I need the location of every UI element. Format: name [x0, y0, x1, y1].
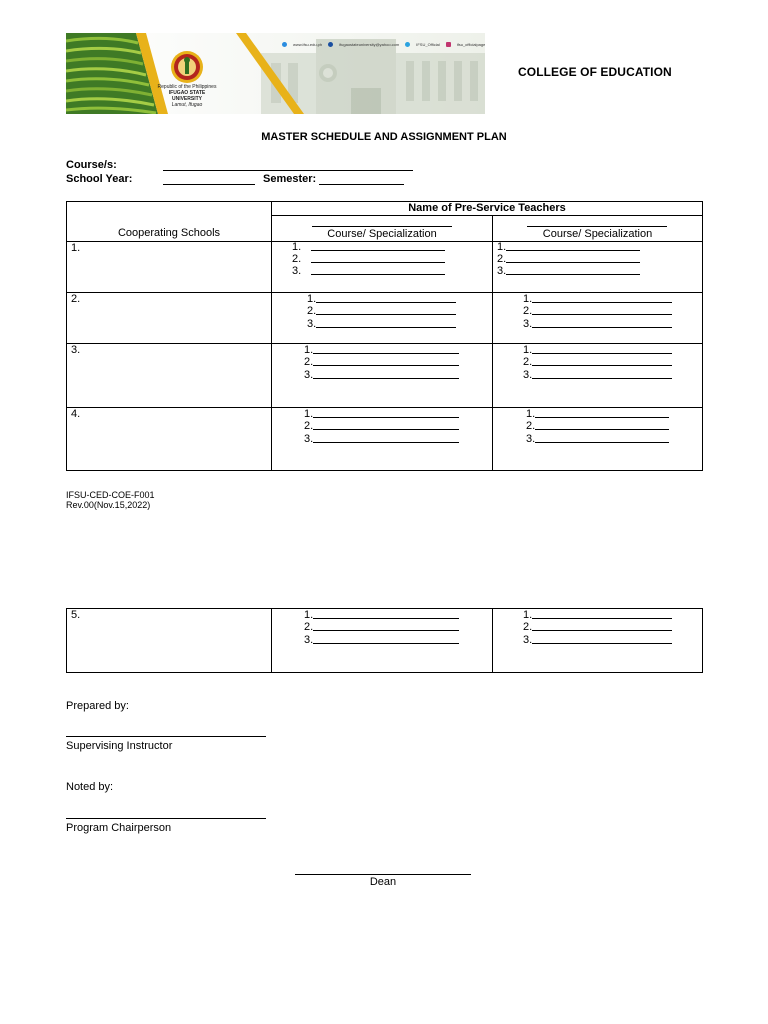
table-row — [67, 344, 703, 408]
supervising-instructor-label: Supervising Instructor — [66, 740, 173, 752]
contact-email: ifugaostateuniversity@yahoo.com — [339, 42, 400, 47]
schools-header-cell — [67, 202, 272, 242]
supervising-signature-line[interactable] — [66, 736, 266, 737]
row-number: 3. — [71, 344, 81, 356]
semester-label: Semester: — [263, 173, 317, 185]
slot-item[interactable]: 1. — [523, 293, 672, 305]
header-banner — [66, 33, 485, 114]
assignment-table — [66, 201, 703, 471]
twitter-icon — [405, 42, 410, 47]
slot-item[interactable]: 1. — [523, 609, 672, 621]
assignment-table-continued — [66, 608, 703, 673]
pre-service-teachers-header: Name of Pre-Service Teachers — [408, 202, 566, 214]
slot-item[interactable]: 1. — [523, 344, 672, 356]
university-seal — [171, 51, 203, 83]
cooperating-schools-header: Cooperating Schools — [117, 227, 221, 239]
table-row — [67, 242, 703, 293]
university-name: IFUGAO STATE UNIVERSITY — [168, 90, 206, 102]
slot-item[interactable]: 2. — [523, 621, 672, 633]
table-row — [67, 408, 703, 471]
slot-item[interactable]: 1. — [497, 241, 640, 253]
slot-item[interactable]: 2. — [523, 305, 672, 317]
course-specialization-header-1: Course/ Specialization — [327, 228, 437, 240]
slot-item[interactable]: 2. — [307, 305, 456, 317]
web-icon — [282, 42, 287, 47]
contact-twitter: IFSU_Official — [416, 42, 440, 47]
slot-item[interactable]: 3. — [292, 265, 445, 277]
slot-item[interactable]: 3. — [526, 433, 669, 445]
contact-instagram: ifsu_officialpage — [456, 42, 485, 47]
instagram-icon — [446, 42, 451, 47]
dean-label: Dean — [369, 876, 397, 888]
university-location: Lamut, Ifugao — [171, 102, 203, 108]
slot-item[interactable]: 1. — [526, 408, 669, 420]
school-year-blank[interactable] — [163, 184, 255, 185]
slot-item[interactable]: 2. — [292, 253, 445, 265]
facebook-icon — [328, 42, 333, 47]
course-blank[interactable] — [163, 170, 413, 171]
seal-caption — [154, 84, 220, 108]
slot-item[interactable]: 1. — [304, 609, 459, 621]
slot-item[interactable]: 2. — [304, 356, 459, 368]
document-title: MASTER SCHEDULE AND ASSIGNMENT PLAN — [261, 131, 507, 143]
slot-item[interactable]: 1. — [307, 293, 456, 305]
slot-item[interactable]: 3. — [523, 369, 672, 381]
chairperson-signature-line[interactable] — [66, 818, 266, 819]
noted-by-label: Noted by: — [66, 781, 114, 793]
group-header-cell — [272, 202, 703, 216]
semester-blank[interactable] — [319, 184, 404, 185]
teacher-name-blank-1[interactable] — [312, 226, 452, 227]
form-code — [66, 490, 155, 510]
slot-item[interactable]: 2. — [304, 420, 459, 432]
table-row — [67, 609, 703, 673]
slot-item[interactable]: 3. — [304, 369, 459, 381]
slot-item[interactable]: 3. — [304, 634, 459, 646]
contact-website: www.ifsu.edu.ph — [293, 42, 323, 47]
teacher-name-blank-2[interactable] — [527, 226, 667, 227]
form-code-number: IFSU-CED-COE-F001 — [66, 490, 155, 500]
row-number: 2. — [71, 293, 81, 305]
row-number: 5. — [71, 609, 81, 621]
program-chairperson-label: Program Chairperson — [66, 822, 172, 834]
college-name: COLLEGE OF EDUCATION — [518, 65, 672, 79]
slot-item[interactable]: 3. — [523, 318, 672, 330]
school-year-label: School Year: — [66, 173, 133, 185]
form-revision: Rev.00(Nov.15,2022) — [66, 500, 151, 510]
slot-item[interactable]: 2. — [526, 420, 669, 432]
republic-text: Republic of the Philippines — [157, 84, 217, 90]
dean-signature-line[interactable] — [295, 874, 471, 875]
slot-item[interactable]: 3. — [523, 634, 672, 646]
slot-item[interactable]: 2. — [497, 253, 640, 265]
prepared-by-label: Prepared by: — [66, 700, 129, 712]
table-row — [67, 293, 703, 344]
row-number: 4. — [71, 408, 81, 420]
course-header-cell-2 — [493, 216, 703, 242]
slot-item[interactable]: 1. — [292, 241, 445, 253]
course-label: Course/s: — [66, 159, 117, 171]
row-number: 1. — [71, 242, 81, 254]
slot-item[interactable]: 2. — [304, 621, 459, 633]
course-specialization-header-2: Course/ Specialization — [542, 228, 653, 240]
slot-item[interactable]: 1. — [304, 408, 459, 420]
slot-item[interactable]: 3. — [304, 433, 459, 445]
slot-item[interactable]: 3. — [497, 265, 640, 277]
slot-item[interactable]: 3. — [307, 318, 456, 330]
contact-strip — [282, 42, 485, 47]
slot-item[interactable]: 1. — [304, 344, 459, 356]
slot-item[interactable]: 2. — [523, 356, 672, 368]
course-header-cell-1 — [272, 216, 493, 242]
